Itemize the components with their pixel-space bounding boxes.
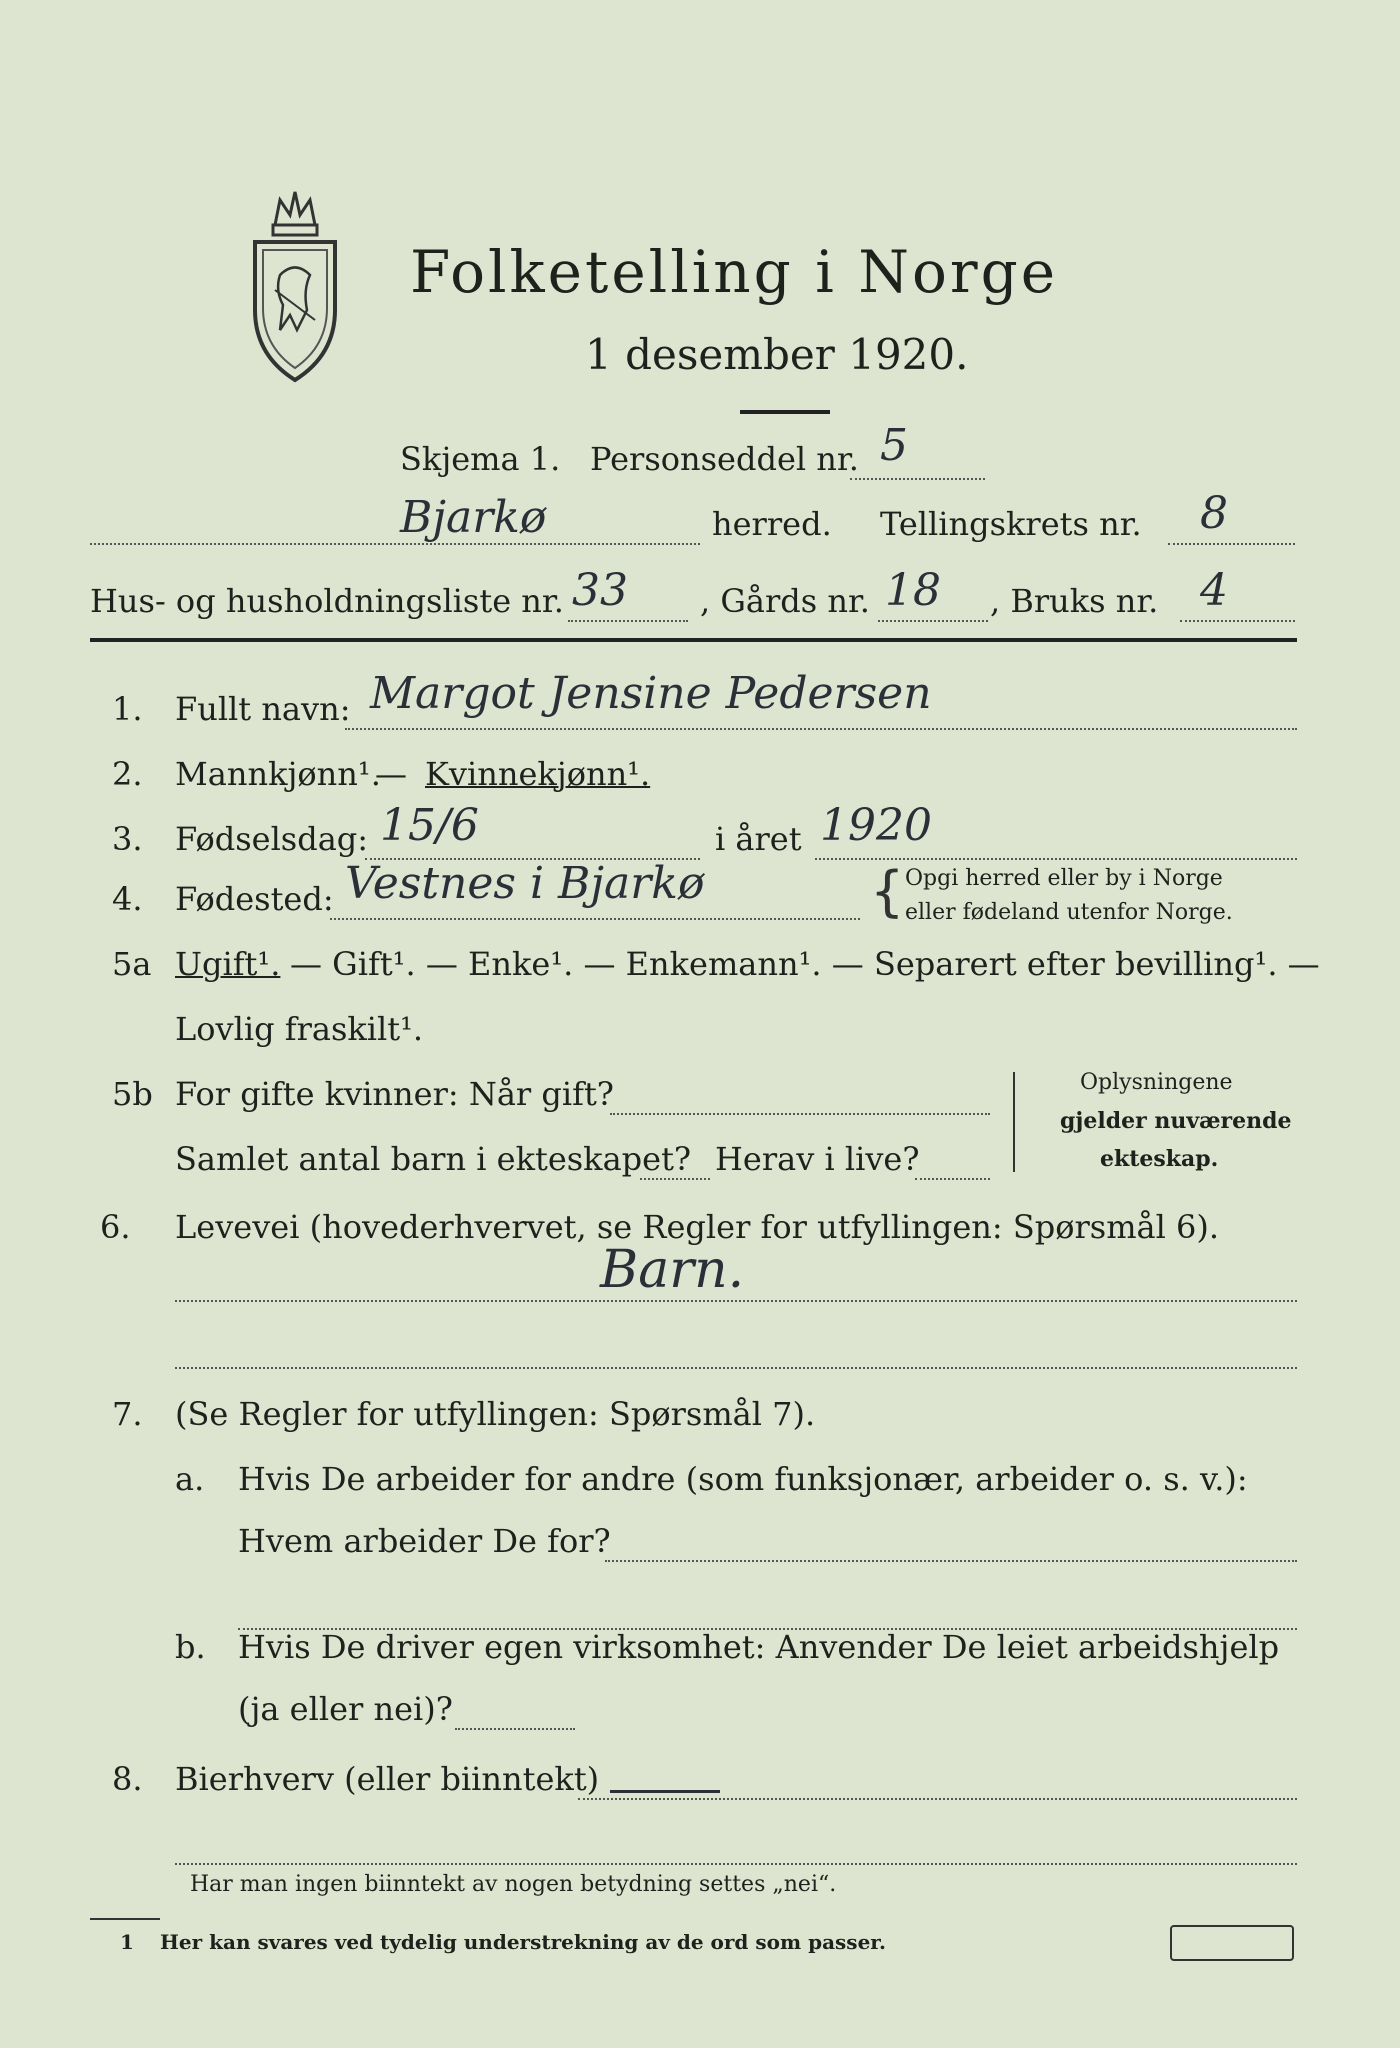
herred-value[interactable]: Bjarkø [400, 492, 547, 543]
civil-status-options[interactable]: — Gift¹. — Enke¹. — Enkemann¹. — Separert efter bevilling¹. — [290, 945, 1320, 983]
form-date: 1 desember 1920. [585, 330, 969, 379]
q2-number: 2. [112, 755, 143, 793]
hired-help-field[interactable] [455, 1728, 575, 1730]
tellingskrets-label: Tellingskrets nr. [880, 505, 1142, 543]
hus-label: Hus- og husholdningsliste nr. [90, 582, 564, 620]
birthplace-note-2: eller fødeland utenfor Norge. [905, 900, 1233, 925]
full-name-value[interactable]: Margot Jensine Pedersen [370, 668, 932, 719]
occupation-value[interactable]: Barn. [600, 1240, 745, 1300]
year-label: i året [715, 820, 802, 858]
children-field[interactable] [640, 1178, 710, 1180]
q5b-number: 5b [112, 1075, 153, 1113]
tellingskrets-value[interactable]: 8 [1200, 488, 1228, 539]
q1-label: Fullt navn: [175, 690, 351, 728]
q8-number: 8. [112, 1760, 143, 1798]
marriage-note-2: gjelder nuværende [1060, 1108, 1292, 1134]
q5b-label: For gifte kvinner: Når gift? [175, 1075, 614, 1113]
marriage-note-1: Oplysningene [1080, 1070, 1233, 1095]
side-income-field[interactable] [578, 1798, 1297, 1800]
q7a-text: Hvis De arbeider for andre (som funksjonær, arbeider o. s. v.): [238, 1460, 1248, 1498]
q4-number: 4. [112, 880, 143, 918]
herred-label: herred. [712, 505, 832, 543]
footnote-mark: 1 [120, 1930, 134, 1954]
kvinnekjonn-option[interactable]: Kvinnekjønn¹. [425, 755, 651, 793]
form-title: Folketelling i Norge [410, 238, 1059, 306]
lovlig-fraskilt-option[interactable]: Lovlig fraskilt¹. [175, 1010, 424, 1048]
birthplace-note-1: Opgi herred eller by i Norge [905, 866, 1223, 891]
employer-field[interactable] [605, 1560, 1297, 1562]
q7-label: (Se Regler for utfyllingen: Spørsmål 7). [175, 1395, 816, 1433]
alive-field[interactable] [915, 1178, 990, 1180]
skjema-label: Skjema 1. [400, 440, 561, 478]
q6-number: 6. [100, 1208, 131, 1246]
children-label: Samlet antal barn i ekteskapet? [175, 1140, 692, 1178]
hus-value[interactable]: 33 [572, 565, 628, 616]
gards-value[interactable]: 18 [885, 565, 941, 616]
q8-note: Har man ingen biinntekt av nogen betydning settes „nei“. [190, 1872, 837, 1897]
bruks-value[interactable]: 4 [1200, 565, 1228, 616]
personseddel-label: Personseddel nr. [590, 440, 859, 478]
birthplace-value[interactable]: Vestnes i Bjarkø [345, 858, 705, 909]
q8-label: Bierhverv (eller biinntekt) [175, 1760, 600, 1798]
birthday-value[interactable]: 15/6 [380, 800, 479, 851]
q7a-question: Hvem arbeider De for? [238, 1522, 611, 1560]
q7b-number: b. [175, 1628, 206, 1666]
marriage-note-3: ekteskap. [1100, 1146, 1219, 1172]
alive-label: Herav i live? [715, 1140, 920, 1178]
ugift-option[interactable]: Ugift¹. [175, 945, 281, 983]
coat-of-arms-icon [245, 180, 345, 385]
q5a-number: 5a [112, 945, 152, 983]
q3-number: 3. [112, 820, 143, 858]
bruks-label: , Bruks nr. [990, 582, 1159, 620]
census-form: Folketelling i Norge 1 desember 1920. Skjema 1. Personseddel nr. 5 Bjarkø herred. Tellingskrets nr. 8 Hus- og husholdningsliste nr. 33 , Gårds nr. 18 , Bruks nr. 4 1. Fullt navn: Margot Jensine Pedersen 2. Mannkjønn¹. — Kvinnekjønn¹. 3. Fødselsdag: 15/6 i året 1920 4. Fødested: Vestnes i Bjarkø { Opgi herred eller by i Norge eller fødeland utenfor Norge. 5a Ugift¹. — Gift¹. — Enke¹. — Enkemann¹. — Separert efter bevilling¹. — Lovlig fraskilt¹. 5b For gifte kvinner: Når gift? Samlet antal barn i ekteskapet? Herav i live? Oplysningene gjelder nuværende ekteskap. 6. Levevei (hovederhvervet, se Regler for utfyllingen: Spørsmål 6). Barn. 7. (Se Regler for utfyllingen: Spørsmål 7). a. Hvis De arbeider for andre (som funksjonær, arbeider o. s. v.): Hvem arbeider De for? b. Hvis De driver egen virksomhet: Anvender De leiet arbeidshjelp (ja eller nei)? 8. Bierhverv (eller biinntekt) Har man ingen biinntekt av nogen betydning settes „nei“. 1 Her kan svares ved tydelig understrekning av de ord som passer. [0, 0, 1400, 2048]
q6-label: Levevei (hovederhvervet, se Regler for utfyllingen: Spørsmål 6). [175, 1208, 1220, 1246]
married-date-field[interactable] [610, 1113, 990, 1115]
q7b-question: (ja eller nei)? [238, 1690, 453, 1728]
footnote-text: Her kan svares ved tydelig understrekning av de ord som passer. [160, 1930, 886, 1954]
q1-number: 1. [112, 690, 143, 728]
mannkjonn-option[interactable]: Mannkjønn¹. [175, 755, 381, 793]
personseddel-value[interactable]: 5 [880, 420, 908, 471]
title-divider [740, 410, 830, 414]
q7a-number: a. [175, 1460, 205, 1498]
printer-stamp [1170, 1925, 1294, 1961]
q3-label: Fødselsdag: [175, 820, 369, 858]
birth-year-value[interactable]: 1920 [820, 800, 932, 851]
q4-label: Fødested: [175, 880, 334, 918]
q7-number: 7. [112, 1395, 143, 1433]
q7b-text: Hvis De driver egen virksomhet: Anvender De leiet arbeidshjelp [238, 1628, 1280, 1666]
gards-label: , Gårds nr. [700, 582, 870, 620]
header-rule [90, 638, 1297, 642]
